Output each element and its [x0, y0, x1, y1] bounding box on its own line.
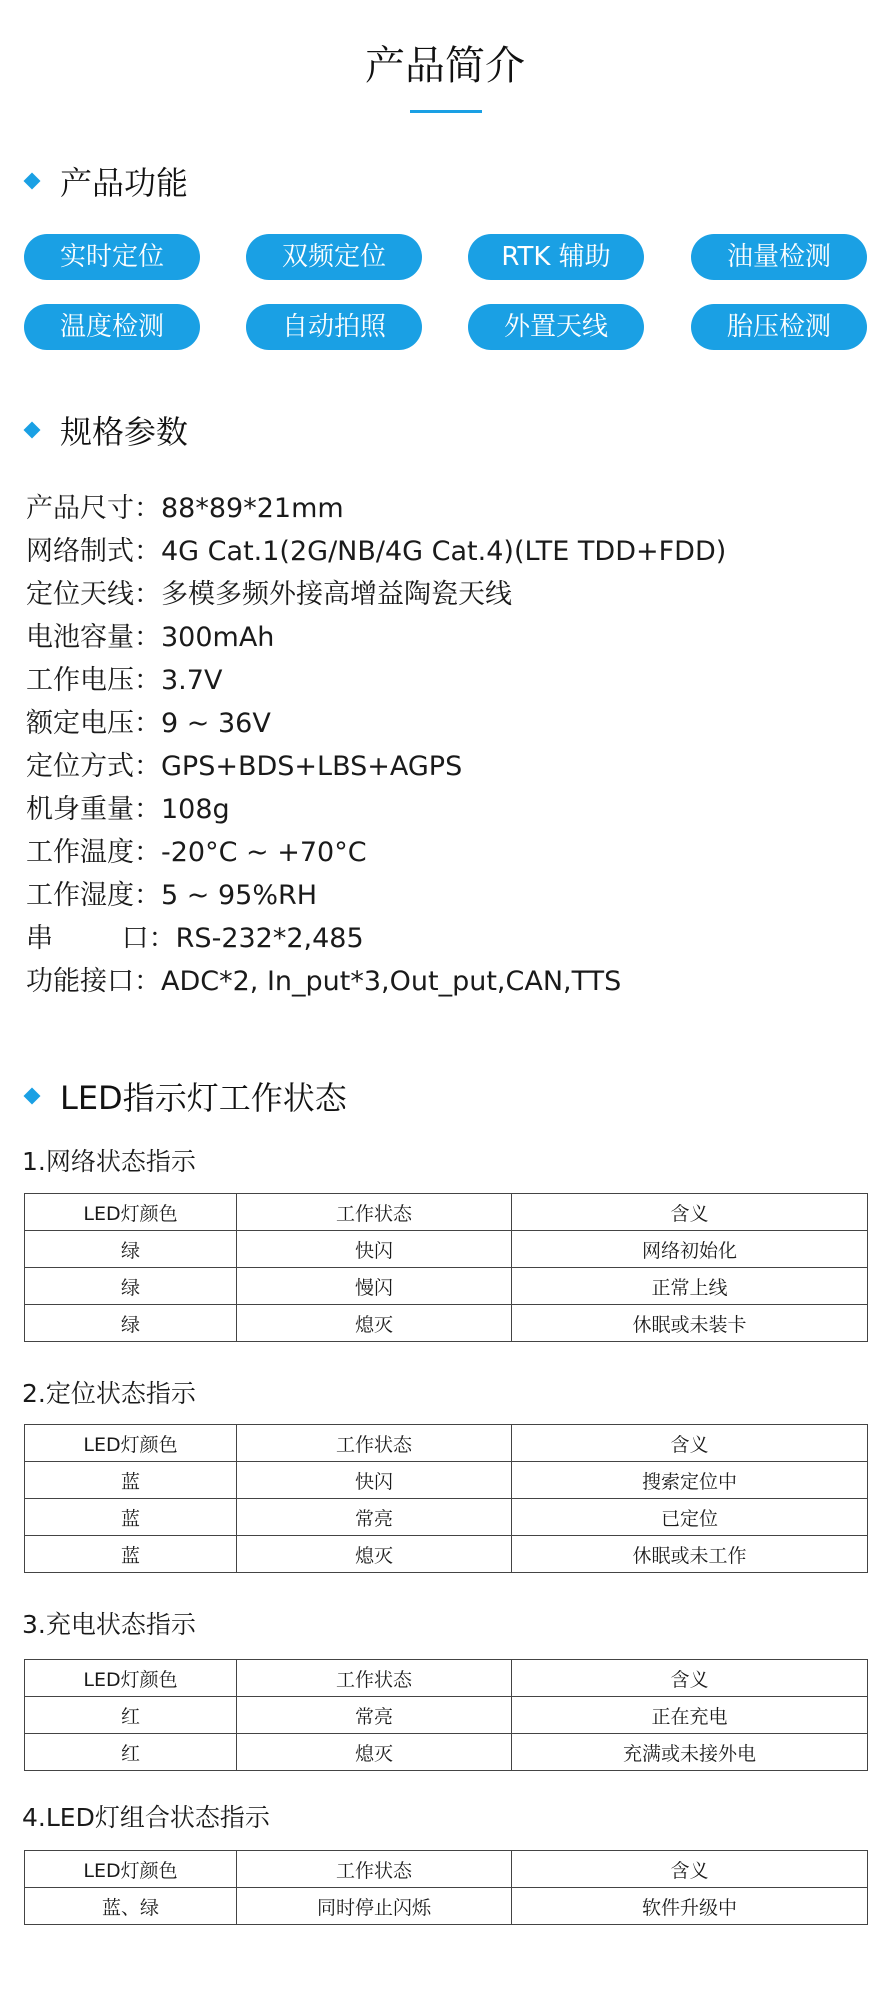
table-cell: 熄灭 [237, 1734, 512, 1771]
spec-value: 3.7V [161, 665, 223, 696]
table-cell: 熄灭 [237, 1536, 512, 1573]
feature-pill: 胎压检测 [691, 304, 867, 350]
header-cell: LED灯颜色 [25, 1660, 237, 1697]
spec-label: 功能接口： [26, 966, 161, 997]
header-cell: 含义 [512, 1194, 868, 1231]
table-cell: 软件升级中 [512, 1888, 868, 1925]
spec-row [26, 874, 317, 917]
spec-row [26, 960, 621, 1003]
table-cell: 快闪 [237, 1462, 512, 1499]
table-cell: 蓝、绿 [25, 1888, 237, 1925]
table-row [25, 1268, 868, 1305]
spec-row [26, 745, 462, 788]
spec-label: 工作湿度： [26, 880, 161, 911]
features-heading-text: 产品功能 [60, 164, 189, 202]
table-cell: 蓝 [25, 1462, 237, 1499]
table-row [25, 1462, 868, 1499]
spec-label: 定位方式： [26, 751, 161, 782]
combined-status-table [24, 1850, 868, 1925]
spec-label: 工作电压： [26, 665, 161, 696]
spec-row [26, 530, 726, 573]
feature-pill: 双频定位 [246, 234, 422, 280]
table-cell: 已定位 [512, 1499, 868, 1536]
table-cell: 常亮 [237, 1499, 512, 1536]
spec-value: GPS+BDS+LBS+AGPS [161, 751, 463, 782]
header-cell: LED灯颜色 [25, 1194, 237, 1231]
table-cell: 绿 [25, 1305, 237, 1342]
feature-pill: RTK 辅助 [468, 234, 644, 280]
table-cell: 常亮 [237, 1697, 512, 1734]
spec-label: 机身重量： [26, 794, 161, 825]
feature-pill: 外置天线 [468, 304, 644, 350]
page-title: 产品简介 [365, 43, 525, 89]
table-header-row [25, 1851, 868, 1888]
spec-value: 多模多频外接高增益陶瓷天线 [161, 579, 512, 610]
header-cell: LED灯颜色 [25, 1425, 237, 1462]
table-cell: 搜索定位中 [512, 1462, 868, 1499]
spec-label: 工作温度： [26, 837, 161, 868]
header-cell: 工作状态 [237, 1851, 512, 1888]
led-heading-text: LED指示灯工作状态 [60, 1079, 347, 1117]
header-cell: 含义 [512, 1660, 868, 1697]
diamond-bullet-icon [24, 1088, 41, 1105]
specs-heading-text: 规格参数 [60, 413, 189, 451]
spec-row [26, 788, 230, 831]
features-heading [26, 163, 188, 203]
table-title: 3.充电状态指示 [22, 1610, 196, 1639]
spec-value: 9 ~ 36V [161, 708, 271, 739]
spec-label: 额定电压： [26, 708, 161, 739]
table-cell: 休眠或未工作 [512, 1536, 868, 1573]
table-cell: 休眠或未装卡 [512, 1305, 868, 1342]
table-header-row [25, 1194, 868, 1231]
feature-pill: 油量检测 [691, 234, 867, 280]
table-row [25, 1697, 868, 1734]
table-row [25, 1888, 868, 1925]
charging-status-table [24, 1659, 868, 1771]
table-cell: 红 [25, 1697, 237, 1734]
spec-value: ADC*2, In_put*3,Out_put,CAN,TTS [161, 966, 622, 997]
title-underline [410, 110, 482, 113]
table-header-row [25, 1425, 868, 1462]
spec-value: 300mAh [161, 622, 275, 653]
table-cell: 蓝 [25, 1536, 237, 1573]
spec-row [26, 917, 364, 960]
spec-label: 定位天线： [26, 579, 161, 610]
table-title: 4.LED灯组合状态指示 [22, 1803, 270, 1832]
table-cell: 同时停止闪烁 [237, 1888, 512, 1925]
spec-row [26, 487, 344, 530]
diamond-bullet-icon [24, 173, 41, 190]
table-header-row [25, 1660, 868, 1697]
spec-row [26, 616, 274, 659]
spec-value: RS-232*2,485 [175, 923, 364, 954]
table-cell: 熄灭 [237, 1305, 512, 1342]
table-cell: 正在充电 [512, 1697, 868, 1734]
spec-row [26, 659, 222, 702]
diamond-bullet-icon [24, 422, 41, 439]
table-cell: 绿 [25, 1231, 237, 1268]
header-cell: 工作状态 [237, 1425, 512, 1462]
table-cell: 充满或未接外电 [512, 1734, 868, 1771]
spec-value: -20°C ~ +70°C [161, 837, 367, 868]
feature-pill: 实时定位 [24, 234, 200, 280]
table-row [25, 1499, 868, 1536]
led-heading [26, 1078, 347, 1118]
spec-label: 电池容量： [26, 622, 161, 653]
table-cell: 快闪 [237, 1231, 512, 1268]
spec-value: 4G Cat.1(2G/NB/4G Cat.4)(LTE TDD+FDD) [161, 536, 727, 567]
spec-row [26, 573, 512, 616]
feature-pill: 自动拍照 [246, 304, 422, 350]
positioning-status-table [24, 1424, 868, 1573]
header-cell: LED灯颜色 [25, 1851, 237, 1888]
table-cell: 正常上线 [512, 1268, 868, 1305]
header-cell: 含义 [512, 1851, 868, 1888]
network-status-table [24, 1193, 868, 1342]
spec-label: 串 口： [26, 923, 176, 954]
table-row [25, 1536, 868, 1573]
spec-value: 108g [161, 794, 230, 825]
table-cell: 红 [25, 1734, 237, 1771]
table-title: 2.定位状态指示 [22, 1379, 196, 1408]
table-row [25, 1231, 868, 1268]
table-cell: 网络初始化 [512, 1231, 868, 1268]
feature-pill: 温度检测 [24, 304, 200, 350]
spec-label: 产品尺寸： [26, 493, 161, 524]
spec-label: 网络制式： [26, 536, 161, 567]
header-cell: 工作状态 [237, 1194, 512, 1231]
table-row [25, 1305, 868, 1342]
table-cell: 绿 [25, 1268, 237, 1305]
spec-value: 88*89*21mm [161, 493, 344, 524]
spec-row [26, 831, 367, 874]
specs-heading [26, 412, 188, 452]
table-title: 1.网络状态指示 [22, 1147, 196, 1176]
header-cell: 含义 [512, 1425, 868, 1462]
table-cell: 蓝 [25, 1499, 237, 1536]
table-cell: 慢闪 [237, 1268, 512, 1305]
spec-row [26, 702, 271, 745]
header-cell: 工作状态 [237, 1660, 512, 1697]
spec-value: 5 ~ 95%RH [161, 880, 318, 911]
table-row [25, 1734, 868, 1771]
